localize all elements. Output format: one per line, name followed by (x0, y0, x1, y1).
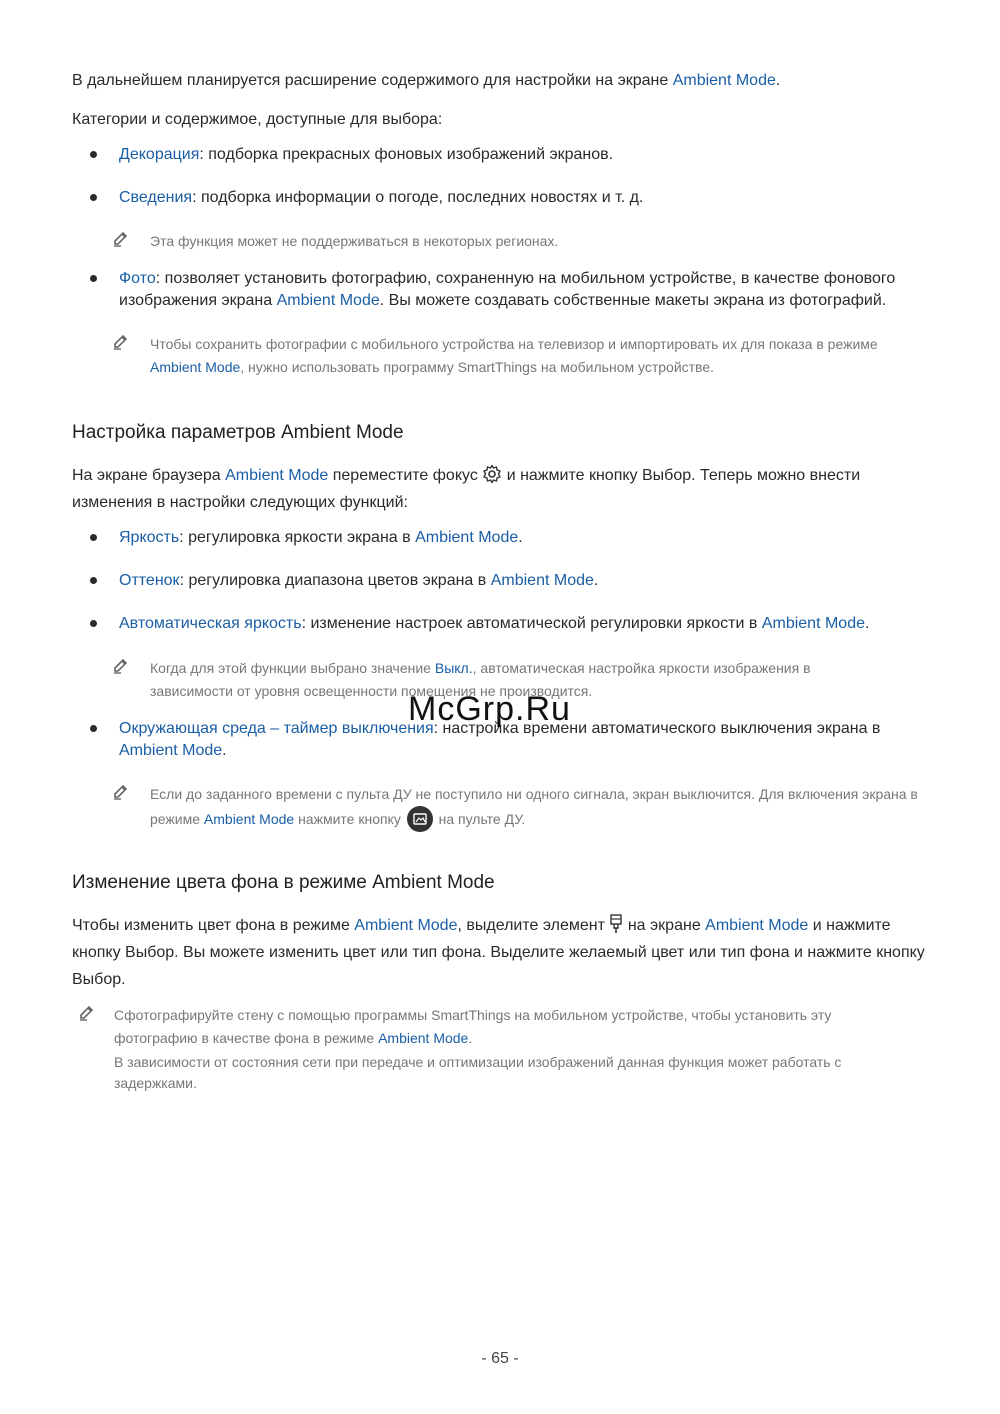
page-number: - 65 - (481, 1350, 519, 1367)
term-sleep-timer[interactable]: Окружающая среда – таймер выключения (119, 720, 434, 737)
term-tint[interactable]: Оттенок (119, 572, 180, 589)
note-text: Эта функция может не поддерживаться в некоторых регионах. (150, 233, 559, 249)
gear-icon (482, 464, 502, 484)
item-text: : настройка времени автоматического выключения экрана в (433, 720, 881, 737)
off-value: Выкл. (434, 660, 473, 676)
item-text: : подборка прекрасных фоновых изображений экранов. (199, 146, 614, 163)
note-text: Когда для этой функции выбрано значение (150, 660, 435, 676)
item-text: . (222, 742, 227, 759)
term-decoration[interactable]: Декорация (119, 146, 200, 163)
intro-line-1 (72, 67, 780, 94)
bullet (90, 275, 97, 282)
item-text: : регулировка яркости экрана в (179, 529, 416, 546)
term-info[interactable]: Сведения (119, 189, 193, 206)
bullet (90, 534, 97, 541)
term-auto-brightness[interactable]: Автоматическая яркость (119, 615, 302, 632)
item-text: : подборка информации о погоде, последних новостях и т. д. (192, 189, 644, 206)
section-heading-settings: Настройка параметров Ambient Mode (72, 422, 404, 443)
bullet (90, 577, 97, 584)
note-text: нажмите кнопку (294, 811, 405, 827)
note-text: , автоматическая настройка яркости изображения в зависимости от уровня освещенности помещения не производится. (150, 660, 811, 699)
para-text: и нажмите кнопку Выбор. Вы можете изменить цвет или тип фона. Выделите желаемый цвет или тип фона и нажмите кнопку Выбор. (72, 917, 925, 988)
section2-paragraph (72, 912, 932, 993)
item-text: . (593, 572, 599, 589)
ambient-mode-link[interactable]: Ambient Mode (705, 917, 809, 934)
para-text: , выделите элемент (457, 917, 610, 934)
ambient-mode-link[interactable]: Ambient Mode (761, 615, 865, 632)
note-text: Если до заданного времени с пульта ДУ не поступило ни одного сигнала, экран выключится. Для включения экрана в режиме (150, 786, 918, 827)
note-text: В зависимости от состояния сети при передаче и оптимизации изображений данная функция может работать с задержками. (114, 1054, 842, 1091)
ambient-button-icon (407, 806, 433, 832)
intro-text: и нажмите кнопку Выбор. Теперь можно внести изменения в настройки следующих функций: (72, 467, 861, 511)
ambient-mode-link[interactable]: Ambient Mode (672, 72, 776, 89)
intro-line-2: Категории и содержимое, доступные для выбора: (72, 111, 443, 128)
term-brightness[interactable]: Яркость (119, 529, 180, 546)
note-text: Чтобы сохранить фотографии с мобильного устройства на телевизор и импортировать их для показа в режиме (150, 336, 878, 352)
ambient-mode-link[interactable]: Ambient Mode (415, 529, 519, 546)
item-text: . Вы можете создавать собственные макеты экрана из фотографий. (379, 292, 887, 309)
note-text: на пульте ДУ. (434, 811, 526, 827)
watermark: McGrp.Ru (408, 690, 571, 728)
pencil-icon (112, 657, 130, 675)
item-text: : позволяет установить фотографию, сохраненную на мобильном устройстве, в качестве фонового изображения экрана (119, 270, 896, 309)
term-photo[interactable]: Фото (119, 270, 156, 287)
pencil-icon (112, 230, 130, 248)
section-heading-background: Изменение цвета фона в режиме Ambient Mode (72, 872, 495, 893)
ambient-mode-link[interactable]: Ambient Mode (378, 1030, 469, 1046)
bullet (90, 194, 97, 201)
ambient-mode-link[interactable]: Ambient Mode (119, 742, 223, 759)
item-text: . (518, 529, 523, 546)
brush-icon (609, 914, 623, 934)
para-text: Чтобы изменить цвет фона в режиме (72, 917, 355, 934)
item-text: : изменение настроек автоматической регулировки яркости в (301, 615, 762, 632)
intro-end: . (775, 72, 781, 89)
item-text: . (865, 615, 870, 632)
item-text: : регулировка диапазона цветов экрана в (179, 572, 491, 589)
ambient-mode-link[interactable]: Ambient Mode (490, 572, 594, 589)
pencil-icon (112, 783, 130, 801)
ambient-mode-link[interactable]: Ambient Mode (150, 359, 241, 375)
section1-intro (72, 462, 902, 516)
ambient-mode-link[interactable]: Ambient Mode (225, 467, 329, 484)
intro-text: На экране браузера (72, 467, 226, 484)
pencil-icon (112, 333, 130, 351)
ambient-mode-link[interactable]: Ambient Mode (276, 292, 380, 309)
bullet (90, 725, 97, 732)
pencil-icon (78, 1004, 96, 1022)
bullet (90, 620, 97, 627)
note-text: , нужно использовать программу SmartThings на мобильном устройстве. (240, 359, 715, 375)
intro-text: В дальнейшем планируется расширение содержимого для настройки на экране (72, 72, 673, 89)
para-text: на экране (623, 917, 706, 934)
note-text: . (468, 1030, 473, 1046)
note-text: Сфотографируйте стену с помощью программы SmartThings на мобильном устройстве, чтобы установить эту фотографию в качестве фона в режиме (114, 1007, 832, 1046)
intro-text: переместите фокус (328, 467, 483, 484)
bullet (90, 151, 97, 158)
ambient-mode-link[interactable]: Ambient Mode (203, 811, 295, 827)
ambient-mode-link[interactable]: Ambient Mode (354, 917, 458, 934)
